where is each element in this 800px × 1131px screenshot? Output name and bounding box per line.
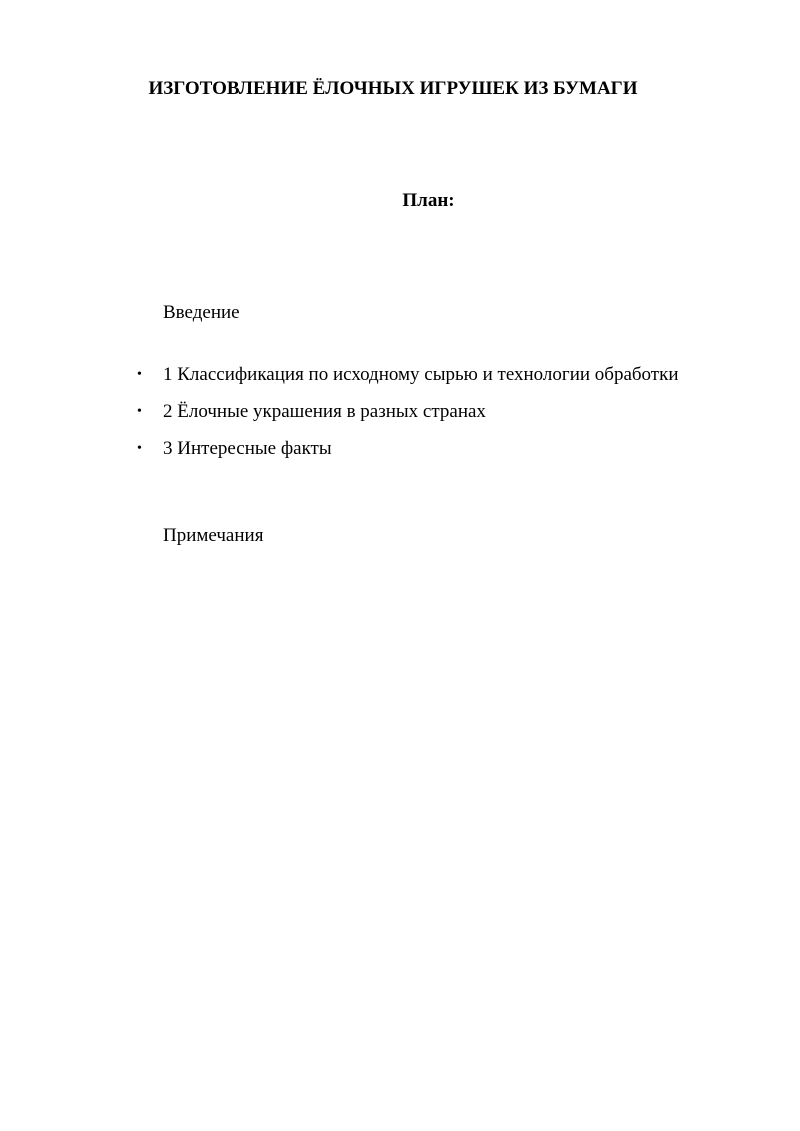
intro-entry: Введение — [163, 302, 240, 323]
plan-item-text: 1 Классификация по исходному сырью и технологии обработки — [163, 364, 679, 385]
bullet-icon: • — [137, 441, 142, 456]
bullet-icon: • — [137, 404, 142, 419]
plan-list-item — [0, 393, 800, 430]
plan-heading: План: — [402, 190, 455, 211]
notes-entry: Примечания — [163, 525, 264, 546]
plan-list-item — [0, 356, 800, 393]
plan-list — [0, 356, 800, 467]
bullet-icon: • — [137, 367, 142, 382]
document-title: ИЗГОТОВЛЕНИЕ ЁЛОЧНЫХ ИГРУШЕК ИЗ БУМАГИ — [148, 78, 638, 99]
plan-item-text: 3 Интересные факты — [163, 438, 332, 459]
plan-item-text: 2 Ёлочные украшения в разных странах — [163, 401, 486, 422]
plan-list-item — [0, 430, 800, 467]
